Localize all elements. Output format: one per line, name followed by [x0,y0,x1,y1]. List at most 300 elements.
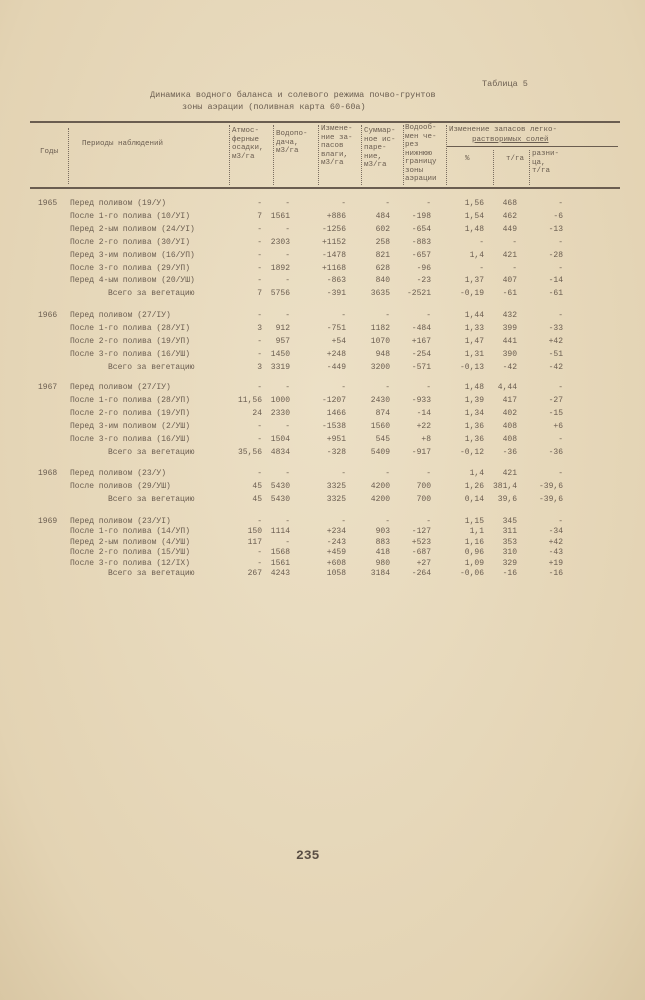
precip-cell: 7 [257,289,262,299]
salt-pct-cell: -0,13 [459,362,484,372]
salt-tga-cell: 381,4 [492,481,517,491]
water-exchange-cell: -96 [416,263,431,273]
salt-diff-cell: -39,6 [538,494,563,504]
water-cell: - [285,276,290,286]
water-cell: 957 [275,336,290,346]
salt-pct-cell: 1,48 [464,224,484,234]
period-cell: После 2-го полива (15/УШ) [70,548,191,558]
salt-diff-cell: +6 [553,421,563,431]
salt-tga-cell: 310 [502,548,517,558]
salt-pct-cell: 1,16 [464,537,484,547]
water-cell: - [285,224,290,234]
precip-cell: 117 [247,537,262,547]
precip-cell: - [257,558,262,568]
precip-cell: - [257,263,262,273]
precip-cell: 45 [252,481,262,491]
water-exchange-cell: -571 [411,362,431,372]
water-exchange-cell: -687 [411,548,431,558]
evaporation-cell: 628 [375,263,390,273]
moisture-change-cell: - [341,517,346,526]
precip-cell: - [257,421,262,431]
salt-tga-cell: 408 [502,434,517,444]
salt-tga-cell: -16 [502,569,517,578]
year-label: 1965 [38,199,58,208]
period-cell: После 1-го полива (10/УI) [70,211,191,221]
period-cell: После 3-го полива (29/УП) [70,263,191,273]
salt-pct-cell: 1,31 [464,349,484,359]
salt-tga-cell: - [512,237,517,247]
water-cell: 1892 [270,263,290,273]
salt-tga-cell: 462 [502,211,517,221]
salt-tga-cell: 421 [502,469,517,478]
salt-diff-cell: +42 [548,336,563,346]
period-cell: Всего за вегетацию [108,289,195,299]
salt-diff-cell: -61 [548,289,563,299]
moisture-change-cell: +951 [326,434,346,444]
water-cell: - [285,311,290,320]
year-label: 1969 [38,517,58,526]
header-line: пасов [321,142,344,150]
water-cell: - [285,517,290,526]
water-cell: - [285,469,290,478]
evaporation-cell: 484 [375,211,390,221]
evaporation-cell: 840 [375,276,390,286]
salt-pct-cell: 1,47 [464,336,484,346]
water-exchange-cell: -198 [411,211,431,221]
salt-pct-cell: 1,48 [464,383,484,392]
evaporation-cell: 3200 [370,362,390,372]
page-number: 235 [296,848,320,863]
water-cell: - [285,250,290,260]
moisture-change-cell: +608 [326,558,346,568]
evaporation-cell: 258 [375,237,390,247]
water-cell: 1504 [270,434,290,444]
salt-diff-cell: - [558,199,563,208]
salt-tga-cell: 311 [502,527,517,537]
salt-diff-cell: -33 [548,323,563,333]
salt-diff-cell: - [558,469,563,478]
water-cell: 2303 [270,237,290,247]
water-exchange-cell: -917 [411,447,431,457]
water-cell: - [285,421,290,431]
header-moisture [321,125,353,168]
water-cell: 2330 [270,408,290,418]
water-cell: 5430 [270,494,290,504]
precip-cell: 267 [247,569,262,578]
period-cell: После 1-го полива (28/УI) [70,323,191,333]
period-cell: Перед поливом (27/IУ) [70,311,171,320]
header-line: нижнюю [405,149,433,158]
evaporation-cell: 602 [375,224,390,234]
evaporation-cell: 545 [375,434,390,444]
salt-pct-cell: 1,44 [464,311,484,320]
moisture-change-cell: +459 [326,548,346,558]
water-exchange-cell: -657 [411,250,431,260]
water-exchange-cell: +167 [411,336,431,346]
water-exchange-cell: -264 [411,569,431,578]
header-exchange [405,124,437,184]
salt-tga-cell: 353 [502,537,517,547]
salt-pct-cell: -0,06 [459,569,484,578]
salt-pct-cell: 1,33 [464,323,484,333]
moisture-change-cell: +886 [326,211,346,221]
salt-tga-cell: - [512,263,517,273]
precip-cell: 45 [252,494,262,504]
moisture-change-cell: +234 [326,527,346,537]
evaporation-cell: 3635 [370,289,390,299]
water-exchange-cell: - [426,383,431,392]
water-exchange-cell: - [426,199,431,208]
salt-diff-cell: -39,6 [538,481,563,491]
salt-pct-cell: - [479,237,484,247]
precip-cell: - [257,276,262,286]
header-line: ферные [232,135,260,144]
period-cell: После 2-го полива (19/УП) [70,408,191,418]
header-line: Водопо- [276,130,308,138]
header-line: осадки, [232,144,264,152]
water-exchange-cell: -883 [411,237,431,247]
precip-cell: 150 [247,527,262,537]
precip-cell: - [257,237,262,247]
header-water [276,130,308,156]
precip-cell: - [257,434,262,444]
salt-tga-cell: 407 [502,276,517,286]
salt-pct-cell: -0,19 [459,289,484,299]
salt-tga-cell: -36 [502,447,517,457]
header-line: аэрации [405,175,437,183]
water-cell: 1000 [270,395,290,405]
evaporation-cell: 2430 [370,395,390,405]
water-cell: - [285,383,290,392]
moisture-change-cell: +1152 [321,237,346,247]
salt-diff-cell: -6 [553,211,563,221]
salt-tga-cell: 449 [502,224,517,234]
water-exchange-cell: 700 [416,481,431,491]
header-line: зоны [405,166,424,175]
salt-diff-cell: -27 [548,395,563,405]
column-divider [493,150,494,185]
salt-tga-cell: 4,44 [497,383,517,392]
salt-diff-cell: - [558,517,563,526]
evaporation-cell: 418 [375,548,390,558]
header-evap [364,127,396,170]
period-cell: Всего за вегетацию [108,362,195,372]
moisture-change-cell: - [341,469,346,478]
period-cell: После 1-го полива (14/УП) [70,527,191,537]
water-exchange-cell: -2521 [406,289,431,299]
water-exchange-cell: +8 [421,434,431,444]
moisture-change-cell: -1538 [321,421,346,431]
salt-tga-cell: 417 [502,395,517,405]
water-cell: 4834 [270,447,290,457]
precip-cell: 3 [257,362,262,372]
header-pct: % [465,155,470,163]
header-line: мен че- [405,132,437,141]
header-diff [532,150,559,176]
period-cell: После 3-го полива (16/УШ) [70,434,191,444]
evaporation-cell: 903 [375,527,390,537]
salt-pct-cell: 1,4 [469,469,484,478]
moisture-change-cell: -243 [326,537,346,547]
water-exchange-cell: - [426,517,431,526]
water-cell: - [285,537,290,547]
moisture-change-cell: -449 [326,362,346,372]
water-exchange-cell: +27 [416,558,431,568]
header-line: дача, [276,138,299,147]
salt-tga-cell: 390 [502,349,517,359]
header-line: м3/га [276,147,299,155]
salt-pct-cell: 1,4 [469,250,484,260]
salt-diff-cell: +19 [548,558,563,568]
salt-diff-cell: -28 [548,250,563,260]
moisture-change-cell: 3325 [326,481,346,491]
salt-tga-cell: -61 [502,289,517,299]
salt-tga-cell: 421 [502,250,517,260]
evaporation-cell: 874 [375,408,390,418]
precip-cell: 7 [257,211,262,221]
header-line: Атмос- [232,127,260,135]
evaporation-cell: - [385,469,390,478]
evaporation-cell: 4200 [370,494,390,504]
salt-pct-cell: 0,96 [464,548,484,558]
salt-pct-cell: - [479,263,484,273]
salt-pct-cell: 1,36 [464,434,484,444]
period-cell: Перед поливом (19/У) [70,199,167,208]
salt-pct-cell: 1,39 [464,395,484,405]
salt-pct-cell: 0,14 [464,494,484,504]
precip-cell: 11,56 [237,395,262,405]
moisture-change-cell: - [341,311,346,320]
precip-cell: - [257,548,262,558]
header-line: м3/га [321,159,344,167]
header-line: ное ис- [364,135,396,144]
header-salts-sub: растворимых солей [472,136,549,144]
salt-pct-cell: 1,09 [464,558,484,568]
water-exchange-cell: -127 [411,527,431,537]
column-divider [229,125,230,185]
salt-tga-cell: 468 [502,199,517,208]
evaporation-cell: 821 [375,250,390,260]
column-divider [529,150,530,185]
water-cell: 1568 [270,548,290,558]
water-cell: 3319 [270,362,290,372]
column-divider [318,125,319,185]
salt-pct-cell: 1,56 [464,199,484,208]
water-exchange-cell: -14 [416,408,431,418]
evaporation-cell: - [385,383,390,392]
header-tga: т/га [506,155,525,163]
evaporation-cell: - [385,311,390,320]
evaporation-cell: 1070 [370,336,390,346]
header-line: ние за- [321,133,353,142]
precip-cell: - [257,311,262,320]
moisture-change-cell: -1256 [321,224,346,234]
water-exchange-cell: -484 [411,323,431,333]
moisture-change-cell: -1207 [321,395,346,405]
column-divider [361,125,362,185]
salt-tga-cell: 402 [502,408,517,418]
period-cell: Всего за вегетацию [108,569,195,578]
evaporation-cell: 1182 [370,323,390,333]
water-cell: 4243 [270,569,290,578]
salt-pct-cell: 1,26 [464,481,484,491]
salt-diff-cell: -43 [548,548,563,558]
header-line: Суммар- [364,127,396,135]
salt-tga-cell: 408 [502,421,517,431]
precip-cell: 35,56 [237,447,262,457]
water-exchange-cell: +523 [411,537,431,547]
water-exchange-cell: 700 [416,494,431,504]
header-line: т/га [532,167,551,175]
moisture-change-cell: -863 [326,276,346,286]
table-label: Таблица 5 [482,79,528,89]
moisture-change-cell: +54 [331,336,346,346]
salt-tga-cell: 432 [502,311,517,320]
salt-diff-cell: -34 [548,527,563,537]
moisture-change-cell: 1466 [326,408,346,418]
header-line: Измене- [321,125,353,133]
header-line: рез [405,141,419,149]
header-year: Годы [40,148,59,156]
period-cell: Всего за вегетацию [108,447,195,457]
salt-pct-cell: 1,1 [469,527,484,537]
salt-pct-cell: 1,54 [464,211,484,221]
period-cell: Перед 2-ым поливом (24/УI) [70,224,195,234]
year-label: 1966 [38,311,58,320]
period-cell: После 3-го полива (16/УШ) [70,349,191,359]
year-label: 1968 [38,469,58,478]
header-line: разни- [532,150,560,158]
salt-diff-cell: -51 [548,349,563,359]
period-cell: Перед 3-им поливом (16/УП) [70,250,195,260]
header-period: Периоды наблюдений [82,140,164,148]
salt-tga-cell: 441 [502,336,517,346]
header-line: границу [405,158,437,166]
water-cell: 5756 [270,289,290,299]
header-salts: Изменение запасов легко- [449,126,558,134]
precip-cell: - [257,517,262,526]
water-exchange-cell: -933 [411,395,431,405]
period-cell: После 2-го полива (30/УI) [70,237,191,247]
water-exchange-cell: +22 [416,421,431,431]
salt-pct-cell: 1,15 [464,517,484,526]
salt-diff-cell: -42 [548,362,563,372]
period-cell: Перед 2-ым поливом (4/УШ) [70,537,191,547]
salt-diff-cell: - [558,383,563,392]
precip-cell: - [257,383,262,392]
period-cell: После 2-го полива (19/УП) [70,336,191,346]
header-line: м3/га [232,152,255,161]
period-cell: После 3-го полива (12/IX) [70,558,191,568]
evaporation-cell: 1560 [370,421,390,431]
salt-pct-cell: -0,12 [459,447,484,457]
header-line: ние, [364,152,383,161]
water-cell: 1561 [270,558,290,568]
water-exchange-cell: -23 [416,276,431,286]
salt-diff-cell: +42 [548,537,563,547]
evaporation-cell: 3184 [370,569,390,578]
period-cell: Всего за вегетацию [108,494,195,504]
period-cell: После 1-го полива (28/УП) [70,395,191,405]
period-cell: Перед 4-ым поливом (20/УШ) [70,276,195,286]
period-cell: Перед поливом (23/УI) [70,517,171,526]
moisture-change-cell: -391 [326,289,346,299]
water-cell: 1450 [270,349,290,359]
salt-diff-cell: - [558,311,563,320]
precip-cell: - [257,469,262,478]
salt-diff-cell: - [558,237,563,247]
header-bottom-rule [30,187,620,189]
precip-cell: 3 [257,323,262,333]
period-cell: После поливов (29/УШ) [70,481,171,491]
evaporation-cell: - [385,199,390,208]
salt-tga-cell: 39,6 [497,494,517,504]
salt-tga-cell: -42 [502,362,517,372]
header-line: ца, [532,158,546,167]
water-exchange-cell: - [426,469,431,478]
moisture-change-cell: - [341,199,346,208]
salt-diff-cell: -15 [548,408,563,418]
header-precip [232,127,264,161]
moisture-change-cell: +1168 [321,263,346,273]
header-line: влаги, [321,150,349,159]
evaporation-cell: - [385,517,390,526]
salt-diff-cell: -16 [548,569,563,578]
period-cell: Перед 3-им поливом (2/УШ) [70,421,191,431]
precip-cell: - [257,199,262,208]
precip-cell: 24 [252,408,262,418]
moisture-change-cell: -328 [326,447,346,457]
moisture-change-cell: - [341,383,346,392]
table-title-line1: Динамика водного баланса и солевого режима почво-грунтов [150,90,436,100]
evaporation-cell: 980 [375,558,390,568]
evaporation-cell: 5409 [370,447,390,457]
header-line: паре- [364,144,387,152]
water-cell: 5430 [270,481,290,491]
table-title-line2: зоны аэрации (поливная карта 60-60а) [182,102,366,112]
column-divider [68,128,69,184]
water-cell: 1561 [270,211,290,221]
column-divider [403,125,404,185]
moisture-change-cell: 1058 [326,569,346,578]
salt-tga-cell: 399 [502,323,517,333]
precip-cell: - [257,336,262,346]
precip-cell: - [257,349,262,359]
moisture-change-cell: +248 [326,349,346,359]
salt-diff-cell: -14 [548,276,563,286]
header-line: Водооб- [405,124,437,132]
moisture-change-cell: 3325 [326,494,346,504]
water-exchange-cell: -254 [411,349,431,359]
period-cell: Перед поливом (27/IУ) [70,383,171,392]
period-cell: Перед поливом (23/У) [70,469,167,478]
salt-pct-cell: 1,37 [464,276,484,286]
water-cell: 1114 [270,527,290,537]
salt-pct-cell: 1,36 [464,421,484,431]
salt-tga-cell: 345 [502,517,517,526]
column-divider [446,125,447,185]
header-line: м3/га [364,161,387,169]
water-exchange-cell: - [426,311,431,320]
evaporation-cell: 948 [375,349,390,359]
salt-pct-cell: 1,34 [464,408,484,418]
water-cell: 912 [275,323,290,333]
precip-cell: - [257,224,262,234]
evaporation-cell: 883 [375,537,390,547]
water-exchange-cell: -654 [411,224,431,234]
moisture-change-cell: -751 [326,323,346,333]
salt-diff-cell: -36 [548,447,563,457]
